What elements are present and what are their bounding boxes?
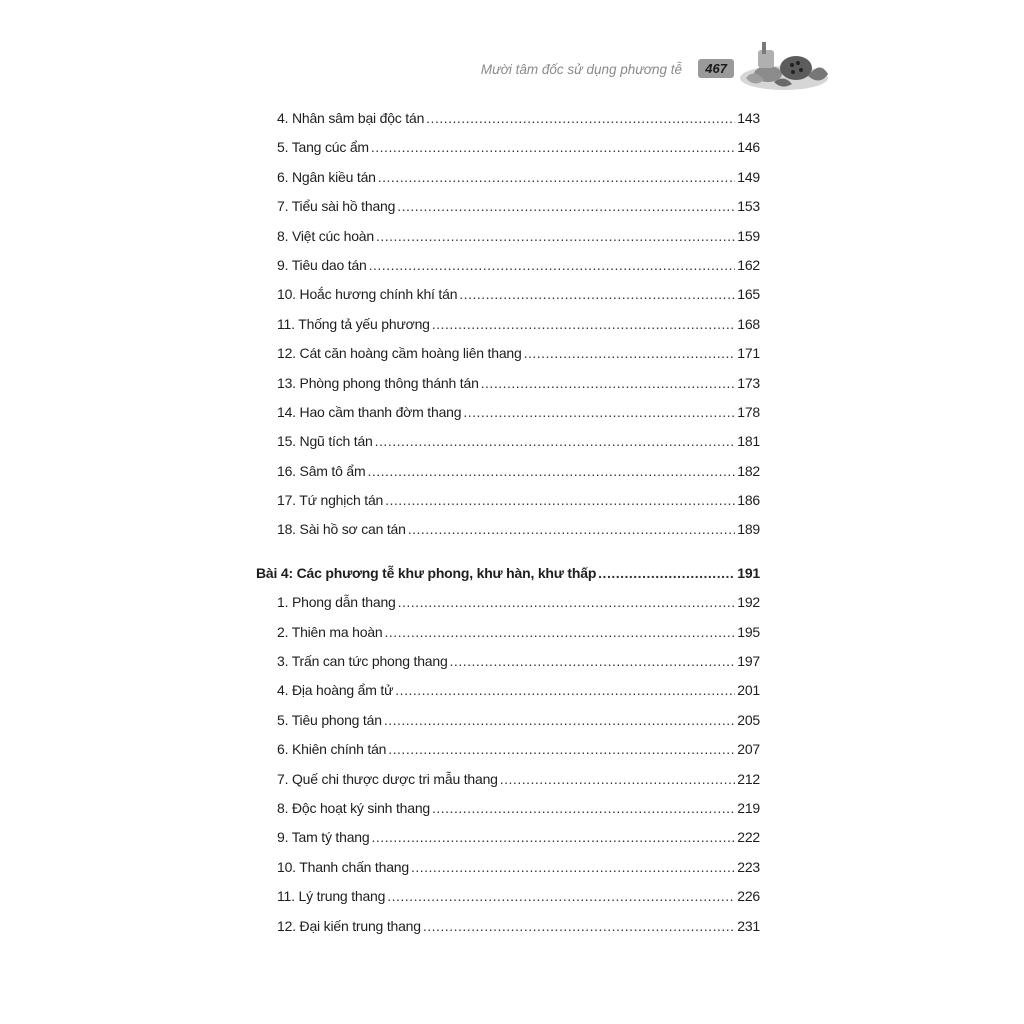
dot-leader [387,888,735,904]
toc-entry-label: 12. Cát căn hoàng cầm hoàng liên thang [277,345,522,362]
dot-leader [432,800,735,816]
toc-entry-page: 146 [737,139,760,156]
toc-section-page: 191 [737,564,760,581]
toc-entry-page: 165 [737,286,760,303]
toc-entry-label: 10. Hoắc hương chính khí tán [277,286,458,303]
toc-entry-page: 219 [737,799,760,816]
dot-leader [500,771,735,787]
toc-entry [256,404,760,433]
toc-entry-page: 162 [737,256,760,273]
toc-entry [256,653,760,682]
toc-entry [256,771,760,800]
toc-entry [256,829,760,858]
toc-entry [256,316,760,345]
dot-leader [463,404,735,420]
toc-entry-label: 8. Độc hoạt ký sinh thang [277,799,430,816]
toc-entry [256,888,760,917]
toc-entry [256,463,760,492]
toc-entry-page: 231 [737,917,760,934]
toc-entry [256,286,760,315]
toc-entry-label: 6. Khiên chính tán [277,741,387,758]
dot-leader [398,594,736,610]
toc-section-label: Bài 4: Các phương tễ khư phong, khư hàn, khư thấp [256,564,597,581]
toc-entry-page: 153 [737,198,760,215]
dot-leader [384,712,735,728]
toc-entry [256,594,760,623]
toc-entry-label: 18. Sài hồ sơ can tán [277,521,406,538]
toc-entry-page: 192 [737,594,760,611]
dot-leader [385,492,735,508]
dot-leader [481,375,736,391]
toc-entry [256,624,760,653]
toc-entry-page: 181 [737,433,760,450]
toc-entry [256,433,760,462]
toc-entry-page: 226 [737,888,760,905]
dot-leader [385,624,736,640]
toc-entry-page: 182 [737,462,760,479]
toc-entry-label: 9. Tam tý thang [277,829,370,846]
page-header [440,56,830,96]
dot-leader [369,257,736,273]
toc-entry [256,345,760,374]
toc-entry-label: 11. Thống tả yếu phương [277,315,430,332]
toc-entry-label: 7. Tiểu sài hồ thang [277,198,396,215]
dot-leader [411,859,735,875]
dot-leader [408,521,736,537]
running-title: Mười tâm đốc sử dụng phương tễ [480,62,682,77]
toc-entry-page: 173 [737,374,760,391]
toc-entry-label: 3. Trấn can tức phong thang [277,653,448,670]
toc-entry-page: 212 [737,770,760,787]
toc-group-chapter-4 [256,594,760,947]
toc-entry-label: 12. Đại kiến trung thang [277,917,421,934]
dot-leader [426,110,735,126]
toc-entry-page: 195 [737,623,760,640]
dot-leader [450,653,736,669]
toc-entry [256,800,760,829]
toc-entry [256,712,760,741]
toc-entry-page: 222 [737,829,760,846]
toc-entry [256,375,760,404]
dot-leader [376,228,735,244]
toc-entry-label: 16. Sâm tô ẩm [277,462,366,479]
toc-entry-label: 5. Tang cúc ẩm [277,139,369,156]
toc-entry-page: 171 [737,345,760,362]
dot-leader [598,565,735,581]
toc-entry-label: 5. Tiêu phong tán [277,711,382,728]
toc-entry-page: 205 [737,711,760,728]
toc-entry [256,198,760,227]
toc-entry-label: 10. Thanh chấn thang [277,858,409,875]
dot-leader [375,433,736,449]
toc-entry-label: 4. Địa hoàng ẩm tử [277,682,394,699]
toc-entry-page: 159 [737,227,760,244]
toc-entry-page: 178 [737,403,760,420]
herbs-illustration-icon [738,38,830,92]
toc-entry-label: 2. Thiên ma hoàn [277,623,383,640]
toc-entry-page: 189 [737,521,760,538]
dot-leader [423,918,735,934]
dot-leader [388,741,735,757]
toc-entry-label: 7. Quế chi thược dược tri mẫu thang [277,770,498,787]
toc-entry [256,139,760,168]
toc-entry [256,492,760,521]
toc-section-bai-4 [256,565,760,594]
page-number-badge: 467 [698,59,734,78]
toc-entry-page: 143 [737,110,760,126]
toc-entry [256,859,760,888]
dot-leader [371,829,735,845]
dot-leader [395,682,735,698]
toc-entry [256,682,760,711]
toc-entry-page: 149 [737,168,760,185]
toc-entry [256,741,760,770]
toc-entry-label: 8. Việt cúc hoàn [277,227,374,244]
toc-entry [256,257,760,286]
toc-entry-label: 9. Tiêu dao tán [277,256,367,273]
dot-leader [459,286,735,302]
toc-entry [256,228,760,257]
dot-leader [367,463,735,479]
toc-entry-page: 197 [737,653,760,670]
toc-entry-label: 14. Hao cầm thanh đờm thang [277,403,462,420]
toc-entry-label: 13. Phòng phong thông thánh tán [277,374,479,391]
toc-entry-label: 4. Nhân sâm bại độc tán [277,110,425,126]
toc-entry-label: 11. Lý trung thang [277,888,386,905]
dot-leader [378,169,735,185]
dot-leader [371,139,735,155]
toc-entry-page: 207 [737,741,760,758]
toc-entry-page: 168 [737,315,760,332]
toc-group-chapter-3 [256,110,760,551]
toc-entry-page: 223 [737,858,760,875]
toc-entry-page: 186 [737,492,760,509]
dot-leader [432,316,735,332]
toc-entry [256,521,760,550]
toc-entry-label: 1. Phong dẫn thang [277,594,396,611]
toc-entry [256,110,760,139]
toc-entry-page: 201 [737,682,760,699]
table-of-contents [256,110,760,947]
toc-entry-label: 17. Tứ nghịch tán [277,492,384,509]
toc-entry-label: 6. Ngân kiều tán [277,168,376,185]
toc-entry [256,918,760,947]
dot-leader [397,198,735,214]
toc-entry-label: 15. Ngũ tích tán [277,433,373,450]
dot-leader [524,345,736,361]
toc-entry [256,169,760,198]
